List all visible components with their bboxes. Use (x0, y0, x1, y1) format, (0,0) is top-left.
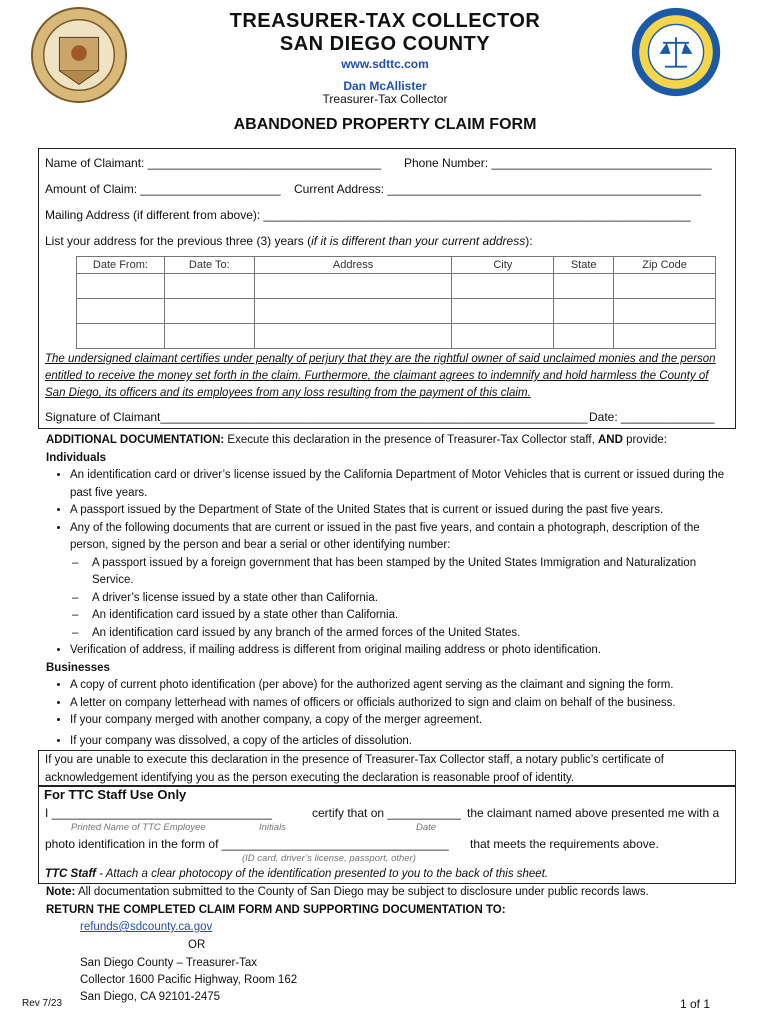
table-cell[interactable] (77, 299, 165, 324)
mail-address-line2: Collector 1600 Pacific Highway, Room 162 (80, 974, 298, 986)
additional-documentation (46, 432, 736, 750)
mailing-address-field[interactable]: Mailing Address (if different from above): ________________________________________________________________ (45, 208, 691, 222)
org-name-line2: SAN DIEGO COUNTY (279, 33, 491, 55)
form-title: ABANDONED PROPERTY CLAIM FORM (233, 116, 537, 133)
hint-initials: Initials (259, 822, 286, 833)
hint-employee-name: Printed Name of TTC Employee (71, 822, 206, 833)
staff-certify-date-field[interactable]: certify that on ___________ (312, 806, 461, 820)
table-cell[interactable] (452, 324, 554, 349)
refund-email-link[interactable]: refunds@sdcounty.ca.gov (80, 921, 213, 933)
table-cell[interactable] (254, 324, 452, 349)
table-cell[interactable] (164, 299, 254, 324)
revision-label: Rev 7/23 (22, 998, 63, 1009)
org-name-line1: TREASURER-TAX COLLECTOR (229, 10, 541, 32)
list-item: – An identification card issued by a state other than California. (92, 607, 736, 625)
list-item: • If your company was dissolved, a copy of the articles of dissolution. (70, 733, 736, 751)
staff-attach-instruction: TTC Staff - Attach a clear photocopy of the identification presented to you to the back of this sheet. (45, 868, 549, 880)
table-row (77, 274, 716, 299)
table-row (77, 299, 716, 324)
list-item: • A letter on company letterhead with names of officers or officials authorized to sign and claim on behalf of the business. (70, 695, 736, 713)
table-cell[interactable] (164, 324, 254, 349)
col-city: City (452, 257, 554, 274)
list-item: • Verification of address, if mailing address is different from original mailing address or photo identification. (70, 642, 736, 660)
table-cell[interactable] (254, 274, 452, 299)
staff-requirements-text: that meets the requirements above. (470, 837, 659, 851)
previous-address-instructions: List your address for the previous three (3) years (if it is different than your current address): (45, 234, 533, 248)
hint-date: Date (416, 822, 437, 833)
individuals-list (46, 467, 736, 660)
phone-number-field[interactable]: Phone Number: _________________________________ (404, 156, 712, 170)
website-link[interactable]: www.sdttc.com (341, 57, 429, 71)
table-cell[interactable] (77, 274, 165, 299)
signature-date-field[interactable]: Date: ______________ (589, 410, 715, 424)
businesses-list (46, 677, 736, 750)
claimant-name-field[interactable]: Name of Claimant: ___________________________________ (45, 156, 382, 170)
sub-list (70, 555, 736, 643)
col-address: Address (254, 257, 452, 274)
list-item: • Any of the following documents that are current or issued in the past five years, and contain a photograph, description of the person, signed by the person and bear a serial or other identifying number: – A passport issued by a foreign government that has been stamped by the United States Immigration and Naturalization Service. – A driver’s license issued by a state other than California. – An identification card issued by a state other than California. – An identification card issued by any branch of the armed forces of the United States. (70, 520, 736, 643)
additional-intro: ADDITIONAL DOCUMENTATION: Execute this declaration in the presence of Treasurer-Tax Collector staff, AND provide: (46, 434, 667, 446)
public-records-note: Note: All documentation submitted to the County of San Diego may be subject to disclosure under public records laws. (46, 886, 649, 898)
staff-employee-name-field[interactable]: I _________________________________ (45, 806, 272, 820)
list-item: • A copy of current photo identification (per above) for the authorized agent serving as the claimant and signing the form. (70, 677, 736, 695)
table-cell[interactable] (554, 324, 614, 349)
individuals-heading: Individuals (46, 451, 107, 464)
mail-address-line3: San Diego, CA 92101-2475 (80, 991, 221, 1003)
col-date-to: Date To: (164, 257, 254, 274)
staff-id-form-field[interactable]: photo identification in the form of __________________________________ (45, 837, 449, 851)
businesses-heading: Businesses (46, 661, 110, 674)
list-item: • A passport issued by the Department of State of the United States that is current or issued during the past five years. (70, 502, 736, 520)
staff-heading: For TTC Staff Use Only (44, 787, 187, 802)
table-cell[interactable] (554, 299, 614, 324)
official-name: Dan McAllister (343, 79, 427, 93)
return-heading: RETURN THE COMPLETED CLAIM FORM AND SUPPORTING DOCUMENTATION TO: (46, 904, 506, 916)
list-item: – A passport issued by a foreign government that has been stamped by the United States Immigration and Naturalization Service. (92, 555, 736, 590)
notary-notice: If you are unable to execute this declaration in the presence of Treasurer-Tax Collector staff, a notary public’s certificate of acknowledgement identifying you as the person executing the declaration is reasonable proof of identity. (38, 750, 736, 786)
col-state: State (554, 257, 614, 274)
table-cell[interactable] (614, 274, 716, 299)
previous-address-table (76, 256, 716, 349)
table-cell[interactable] (614, 299, 716, 324)
current-address-field[interactable]: Current Address: _______________________________________________ (294, 182, 702, 196)
table-row (77, 324, 716, 349)
official-title: Treasurer-Tax Collector (322, 92, 448, 106)
mail-address-line1: San Diego County – Treasurer-Tax (80, 957, 258, 969)
list-item: – An identification card issued by any branch of the armed forces of the United States. (92, 625, 736, 643)
col-date-from: Date From: (77, 257, 165, 274)
col-zip: Zip Code (614, 257, 716, 274)
list-item: – A driver’s license issued by a state other than California. (92, 590, 736, 608)
signature-field[interactable]: Signature of Claimant________________________________________________________________ (45, 410, 588, 424)
hint-id-types: (ID card, driver’s license, passport, other) (242, 853, 416, 864)
table-cell[interactable] (254, 299, 452, 324)
table-cell[interactable] (164, 274, 254, 299)
claim-amount-field[interactable]: Amount of Claim: _____________________ (45, 182, 281, 196)
table-cell[interactable] (614, 324, 716, 349)
table-cell[interactable] (77, 324, 165, 349)
staff-presented-text: the claimant named above presented me with a (467, 806, 720, 820)
table-cell[interactable] (452, 274, 554, 299)
table-cell[interactable] (554, 274, 614, 299)
table-cell[interactable] (452, 299, 554, 324)
list-item: • An identification card or driver’s license issued by the California Department of Motor Vehicles that is current or issued during the past five years. (70, 467, 736, 502)
perjury-certification: The undersigned claimant certifies under penalty of perjury that they are the rightful owner of said unclaimed monies and the person entitled to receive the money set forth in the claim. Furthermore, the claimant agrees to indemnify and hold harmless the County of San Diego, its officers and its employees from any loss resulting from the payment of this claim. (45, 353, 716, 399)
list-item: • If your company merged with another company, a copy of the merger agreement. (70, 712, 736, 730)
page-number: 1 of 1 (680, 997, 711, 1011)
or-text: OR (188, 939, 206, 951)
